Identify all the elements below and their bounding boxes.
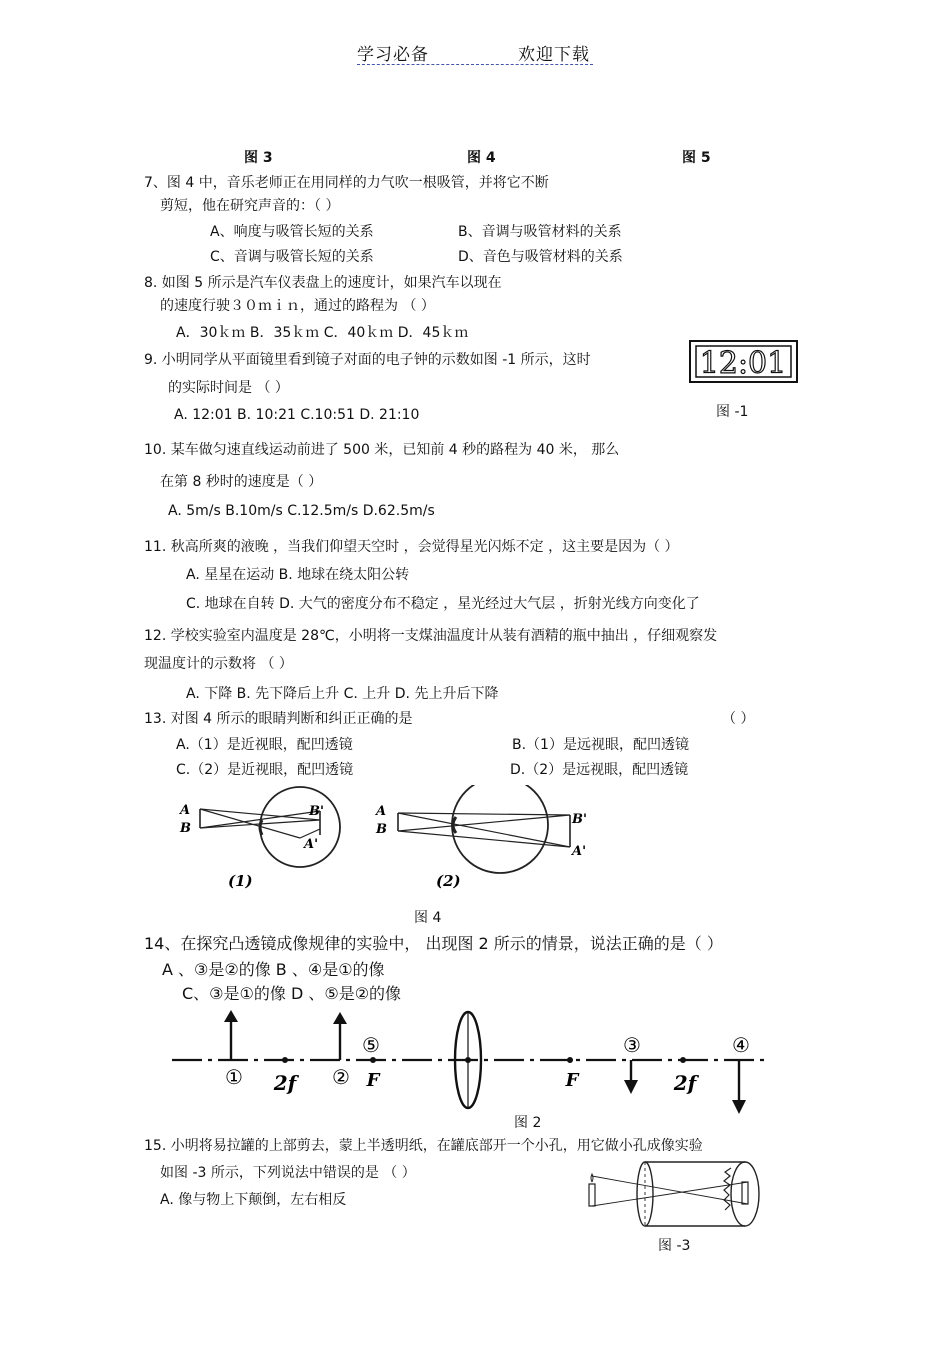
eye1-label-a: A	[180, 803, 191, 818]
lens-mark-2f-right: 2f	[673, 1071, 697, 1095]
q7-line1: 7、图 4 中，音乐老师正在用同样的力气吹一根吸管，并将它不断	[144, 175, 549, 191]
q7-option-c: C、音调与吸管长短的关系	[210, 249, 374, 265]
digital-clock-figure	[689, 340, 799, 384]
lens-mark-5: ⑤	[362, 1033, 380, 1057]
lens-mark-1: ①	[225, 1065, 243, 1089]
eye1-label: (1)	[228, 872, 253, 890]
q13-answer-paren: （ ）	[722, 711, 755, 727]
q8-options: A．30ｋｍ B．35ｋｍ C．40ｋｍ D．45ｋｍ	[176, 325, 469, 341]
eye2-label-b: B	[376, 822, 387, 837]
q12-line1: 12. 学校实验室内温度是 28℃，小明将一支煤油温度计从装有酒精的瓶中抽出 ，仔细观察发	[144, 628, 718, 644]
lens-mark-f-right: F	[565, 1070, 579, 1091]
eye2-label-a-image: A'	[572, 844, 587, 859]
q14-line3: C、③是①的像 D 、⑤是②的像	[182, 984, 402, 1003]
q7-option-a: A、响度与吸管长短的关系	[210, 224, 374, 240]
clock-display: 12:01	[699, 346, 787, 381]
q7-line2: 剪短，他在研究声音的：（ ）	[160, 198, 340, 214]
q11-options-1: A. 星星在运动 B. 地球在绕太阳公转	[186, 567, 410, 583]
q8-line2: 的速度行驶３０ｍｉｎ，通过的路程为 （ ）	[160, 298, 435, 314]
q15-option-a: A. 像与物上下颠倒，左右相反	[160, 1192, 347, 1208]
header-left: 学习必备	[357, 45, 429, 65]
lens-mark-f-left: F	[366, 1070, 380, 1091]
q13-option-b: B.（1）是远视眼，配凹透镜	[512, 737, 689, 753]
eye1-label-a-image: A'	[304, 837, 319, 852]
q9-line2: 的实际时间是 （ ）	[168, 380, 289, 396]
q14-line2: A 、③是②的像 B 、④是①的像	[162, 960, 385, 979]
q12-line2: 现温度计的示数将 （ ）	[144, 656, 293, 672]
lens-mark-2: ②	[332, 1065, 350, 1089]
lens-diagram	[168, 1008, 768, 1118]
q8-line1: 8. 如图 5 所示是汽车仪表盘上的速度计，如果汽车以现在	[144, 275, 502, 291]
q9-options: A. 12:01 B. 10:21 C.10:51 D. 21:10	[174, 407, 420, 423]
lens-mark-2f-left: 2f	[273, 1071, 297, 1095]
eye1-label-b: B	[180, 821, 191, 836]
q9-line1: 9. 小明同学从平面镜里看到镜子对面的电子钟的示数如图 -1 所示，这时	[144, 352, 591, 368]
q13-option-c: C.（2）是近视眼，配凹透镜	[176, 762, 354, 778]
pinhole-camera-figure	[585, 1158, 765, 1233]
q13-option-a: A.（1）是近视眼，配凹透镜	[176, 737, 353, 753]
q11-options-2: C. 地球在自转 D. 大气的密度分布不稳定 ，星光经过大气层 ，折射光线方向变化了	[186, 596, 700, 612]
eye2-label-b-image: B'	[572, 812, 587, 827]
eye-diagram-2	[370, 785, 610, 895]
q10-options: A. 5m/s B.10m/s C.12.5m/s D.62.5m/s	[168, 503, 435, 519]
lens-mark-3: ③	[623, 1033, 641, 1057]
q14-line1: 14、在探究凸透镜成像规律的实验中， 出现图 2 所示的情景，说法正确的是（ ）	[144, 934, 723, 953]
fig2-caption: 图 2	[514, 1115, 542, 1131]
fig3-caption: 图 3	[244, 150, 273, 166]
fig4-caption: 图 4	[467, 150, 496, 166]
eye1-label-b-image: B'	[309, 804, 324, 819]
q15-line1: 15. 小明将易拉罐的上部剪去，蒙上半透明纸，在罐底部开一个小孔，用它做小孔成像实验	[144, 1138, 703, 1154]
q10-line1: 10. 某车做匀速直线运动前进了 500 米，已知前 4 秒的路程为 40 米， 那么	[144, 442, 620, 458]
lens-mark-4: ④	[732, 1033, 750, 1057]
q7-option-d: D、音色与吸管材料的关系	[458, 249, 623, 265]
eye-diagram-1	[170, 785, 360, 895]
q13-option-d: D.（2）是远视眼，配凹透镜	[510, 762, 689, 778]
header-right: 欢迎下载	[518, 45, 590, 65]
q10-line2: 在第 8 秒时的速度是（ ）	[160, 474, 323, 490]
q7-option-b: B、音调与吸管材料的关系	[458, 224, 622, 240]
q12-options: A. 下降 B. 先下降后上升 C. 上升 D. 先上升后下降	[186, 686, 499, 702]
fig4-bottom-caption: 图 4	[414, 910, 442, 926]
q13-line1: 13. 对图 4 所示的眼睛判断和纠正正确的是	[144, 711, 413, 727]
header-divider	[357, 64, 593, 65]
fig-1-caption: 图 -1	[716, 404, 749, 420]
eye2-label: (2)	[436, 872, 461, 890]
eye2-label-a: A	[376, 804, 387, 819]
fig-3-caption: 图 -3	[658, 1238, 691, 1254]
q11-line1: 11. 秋高所爽的液晚 ，当我们仰望天空时 ，会觉得星光闪烁不定 ，这主要是因为（ ）	[144, 539, 679, 555]
fig5-caption: 图 5	[682, 150, 711, 166]
q15-line2: 如图 -3 所示，下列说法中错误的是 （ ）	[160, 1165, 416, 1181]
